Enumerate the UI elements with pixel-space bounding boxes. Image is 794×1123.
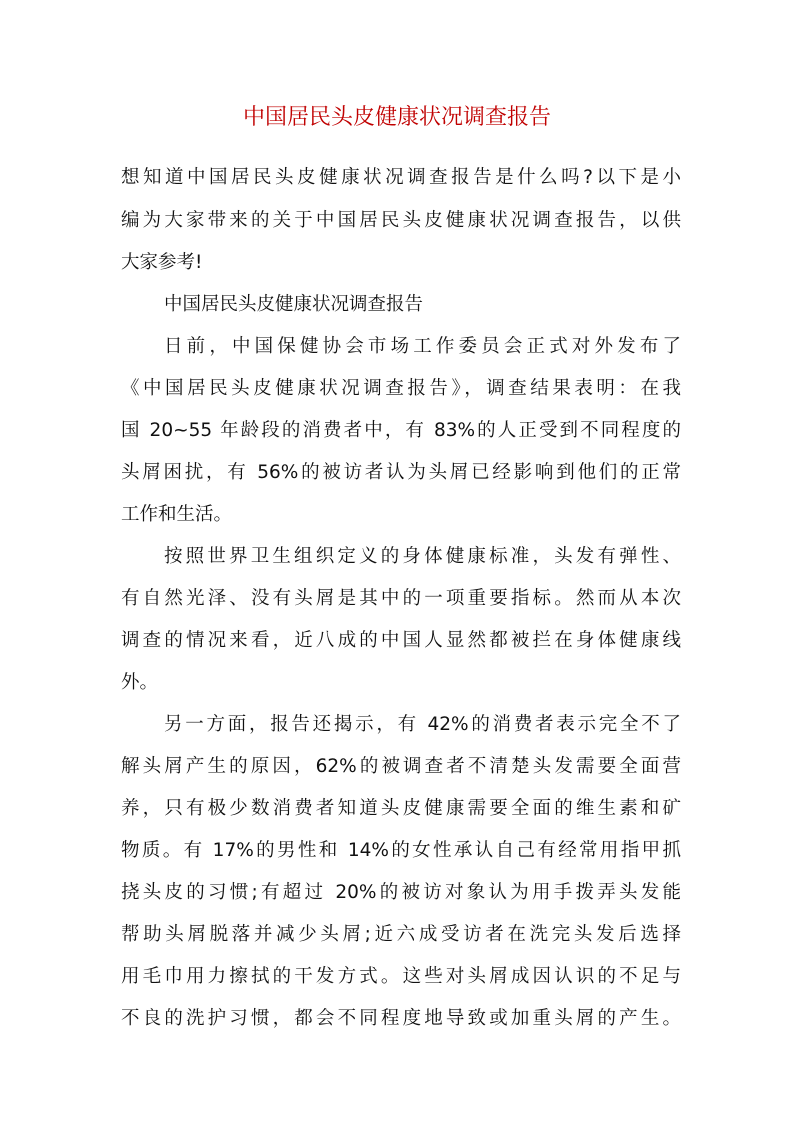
text-line: 编为大家带来的关于中国居民头皮健康状况调查报告，以供: [121, 210, 681, 231]
text-line: 头屑困扰，有 56%的被访者认为头屑已经影响到他们的正常: [121, 462, 681, 483]
text-line: 挠头皮的习惯;有超过 20%的被访对象认为用手拨弄头发能: [121, 882, 681, 903]
text-line: 国 20~55 年龄段的消费者中，有 83%的人正受到不同程度的: [121, 420, 681, 441]
text-line: 解头屑产生的原因，62%的被调查者不清楚头发需要全面营: [121, 756, 681, 777]
text-line: 调查的情况来看，近八成的中国人显然都被拦在身体健康线: [121, 630, 681, 651]
text-line: 日前，中国保健协会市场工作委员会正式对外发布了: [164, 336, 681, 357]
text-line: 按照世界卫生组织定义的身体健康标准，头发有弹性、: [164, 546, 681, 567]
section-heading: 中国居民头皮健康状况调查报告: [164, 294, 424, 315]
text-line: 《中国居民头皮健康状况调查报告》，调查结果表明：在我: [121, 378, 681, 399]
text-line: 想知道中国居民头皮健康状况调查报告是什么吗?以下是小: [121, 167, 681, 188]
text-line: 不良的洗护习惯，都会不同程度地导致或加重头屑的产生。: [121, 1008, 681, 1029]
text-line: 帮助头屑脱落并减少头屑;近六成受访者在洗完头发后选择: [121, 924, 681, 945]
text-line: 外。: [121, 672, 159, 693]
text-line: 大家参考!: [121, 252, 203, 273]
text-line: 用毛巾用力擦拭的干发方式。这些对头屑成因认识的不足与: [121, 966, 681, 987]
document-title: 中国居民头皮健康状况调查报告: [242, 105, 551, 130]
text-line: 养，只有极少数消费者知道头皮健康需要全面的维生素和矿: [121, 798, 681, 819]
text-line: 有自然光泽、没有头屑是其中的一项重要指标。然而从本次: [121, 588, 681, 609]
text-line: 另一方面，报告还揭示，有 42%的消费者表示完全不了: [164, 714, 681, 735]
text-line: 工作和生活。: [121, 504, 233, 525]
text-line: 物质。有 17%的男性和 14%的女性承认自己有经常用指甲抓: [121, 840, 681, 861]
